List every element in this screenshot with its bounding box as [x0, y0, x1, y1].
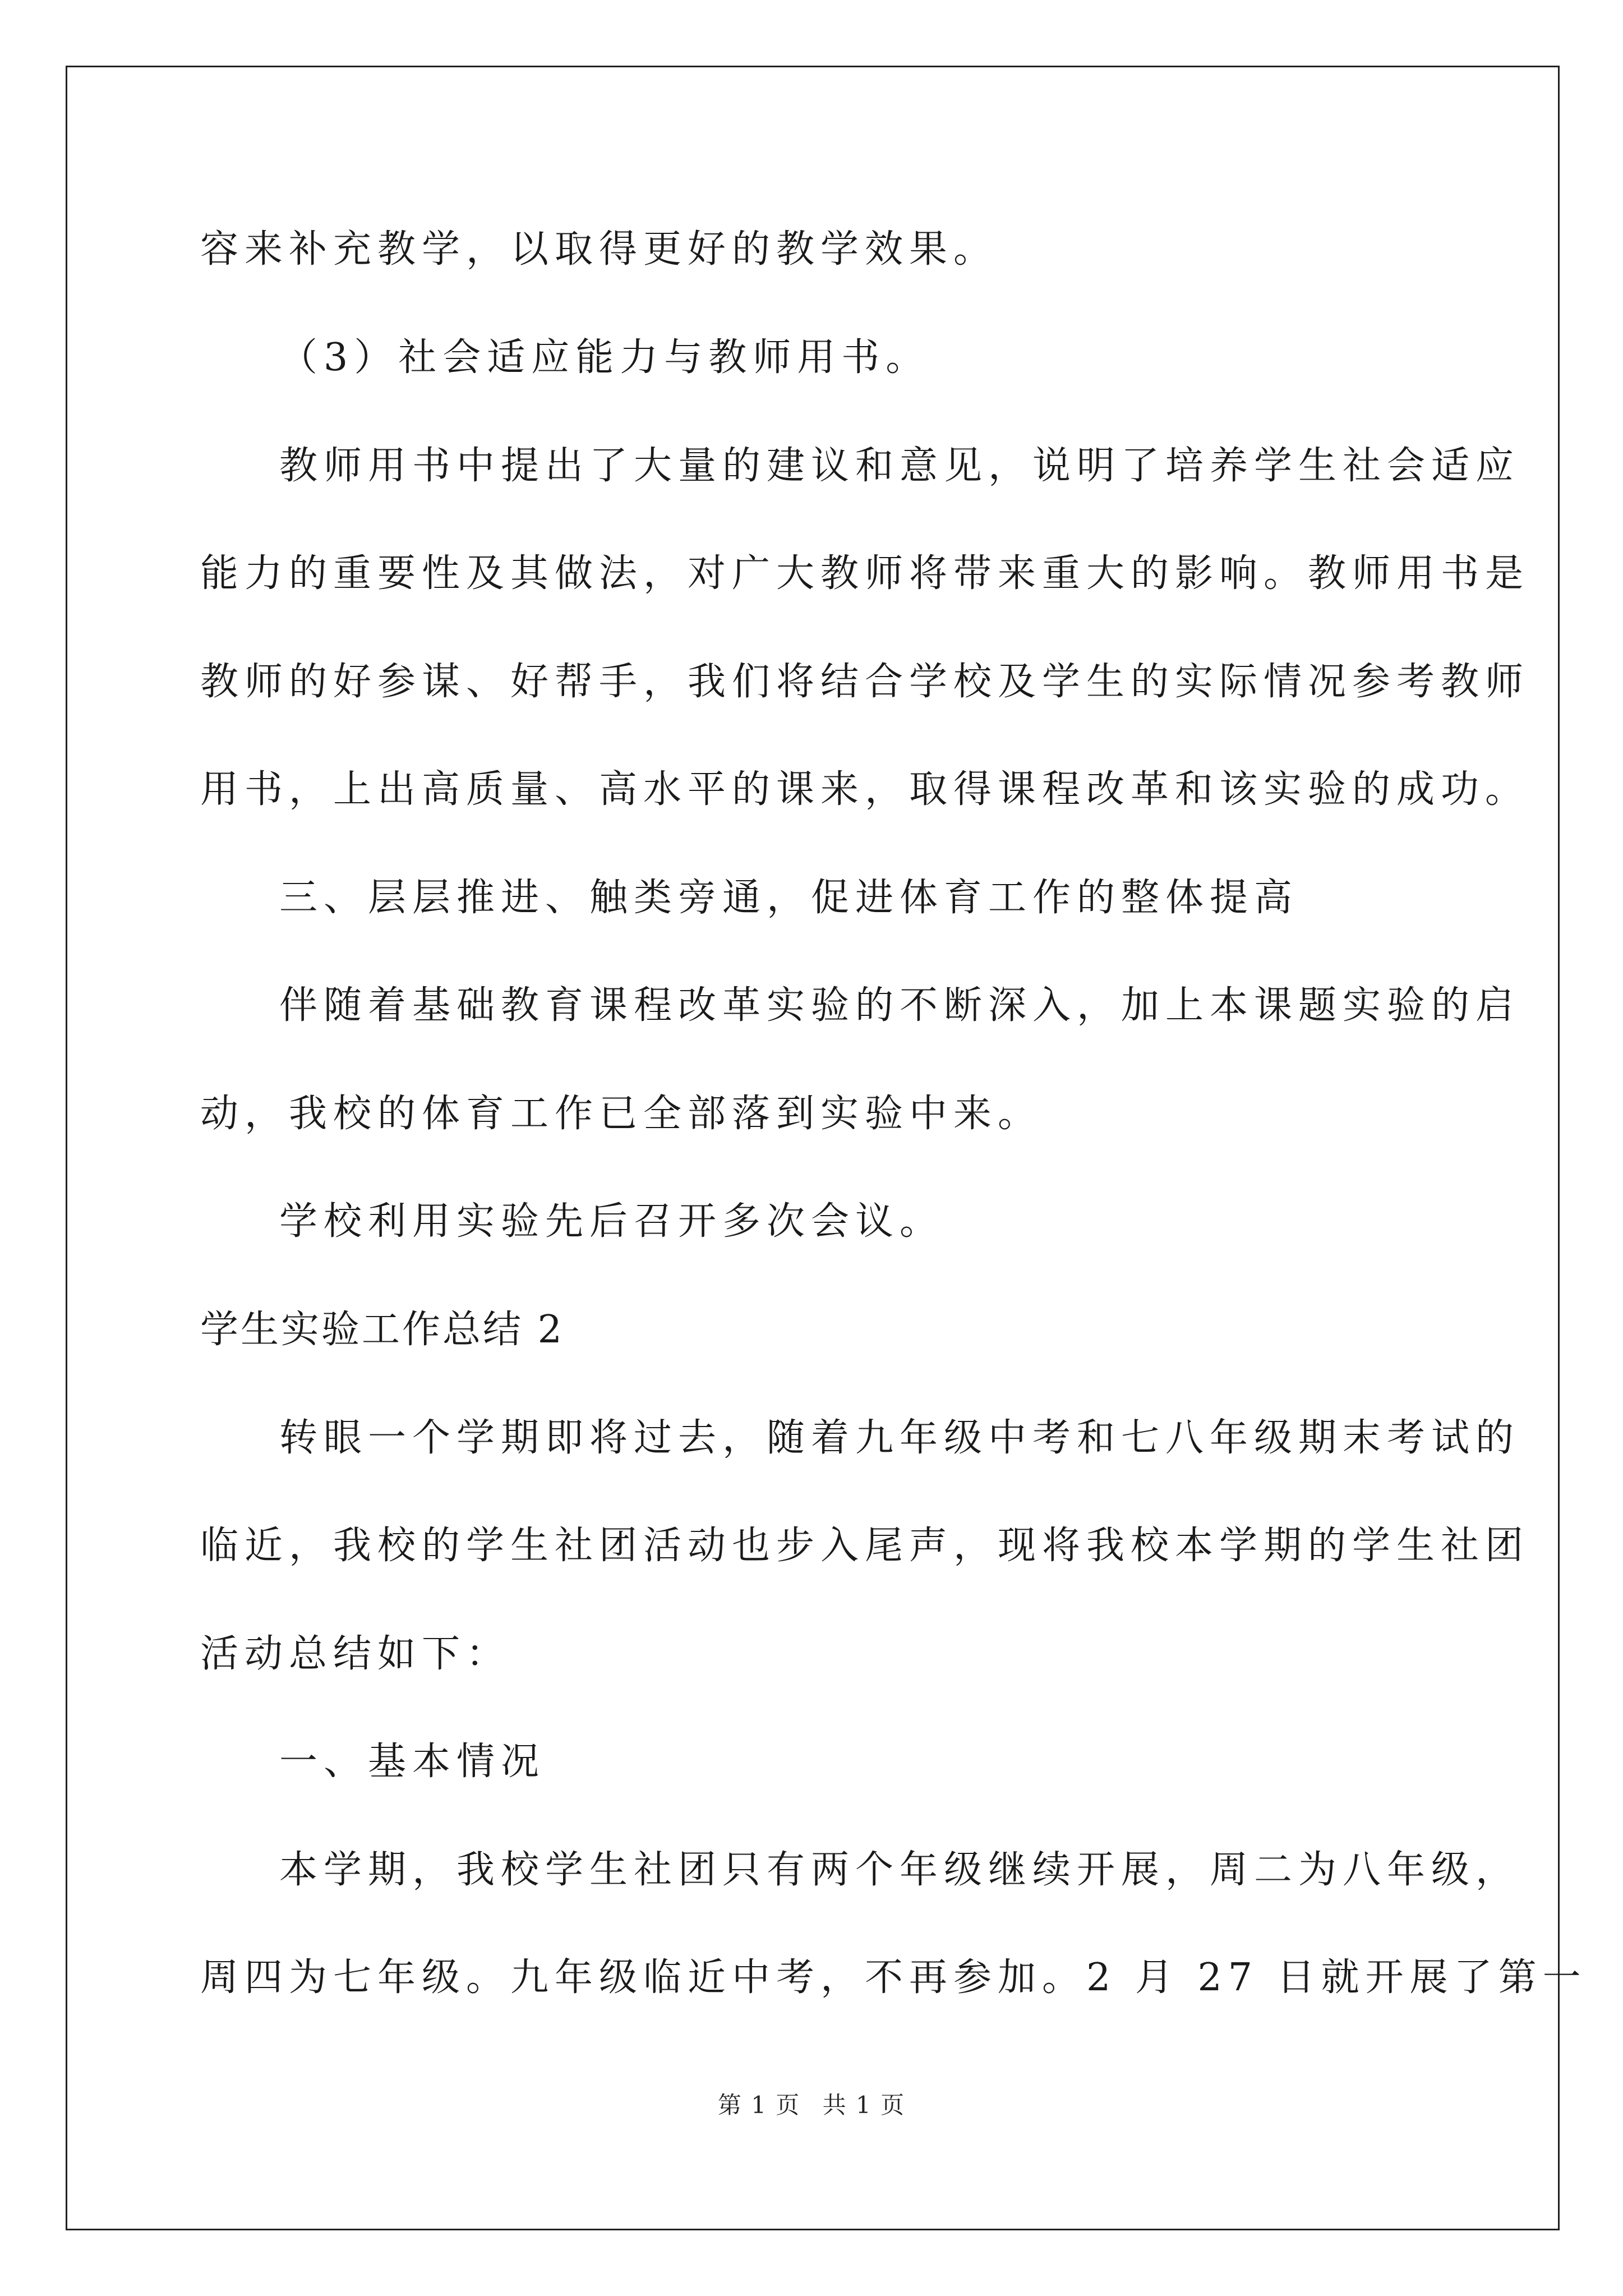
- text-line: 转眼一个学期即将过去，随着九年级中考和七八年级期末考试的: [279, 1416, 1520, 1460]
- page-border: [66, 66, 1560, 2230]
- text-line: 教师的好参谋、好帮手，我们将结合学校及学生的实际情况参考教师: [200, 660, 1530, 704]
- page-number: 第 1 页: [717, 2091, 801, 2119]
- page-total: 共 1 页: [822, 2091, 906, 2119]
- text-line: 动，我校的体育工作已全部落到实验中来。: [200, 1092, 1043, 1136]
- text-line: 伴随着基础教育课程改革实验的不断深入，加上本课题实验的启: [279, 983, 1520, 1028]
- text-line: 周四为七年级。九年级临近中考，不再参加。2 月 27 日就开展了第一: [200, 1955, 1587, 2000]
- text-line: 活动总结如下：: [200, 1632, 511, 1676]
- text-line: 学校利用实验先后召开多次会议。: [279, 1199, 944, 1244]
- text-line: 临近，我校的学生社团活动也步入尾声，现将我校本学期的学生社团: [200, 1524, 1530, 1568]
- document-title: 学生实验工作总结 2: [200, 1308, 564, 1352]
- text-line: 教师用书中提出了大量的建议和意见，说明了培养学生社会适应: [279, 444, 1520, 488]
- text-line: 容来补充教学，以取得更好的教学效果。: [200, 227, 998, 272]
- section-heading: 一、基本情况: [279, 1740, 546, 1784]
- text-line: 本学期，我校学生社团只有两个年级继续开展，周二为八年级，: [279, 1848, 1520, 1892]
- text-line: （3）社会适应能力与教师用书。: [279, 335, 930, 380]
- page-footer: [0, 2091, 1623, 2119]
- section-heading: 三、层层推进、触类旁通，促进体育工作的整体提高: [279, 876, 1299, 920]
- text-line: 用书，上出高质量、高水平的课来，取得课程改革和该实验的成功。: [200, 767, 1530, 812]
- text-line: 能力的重要性及其做法，对广大教师将带来重大的影响。教师用书是: [200, 551, 1530, 596]
